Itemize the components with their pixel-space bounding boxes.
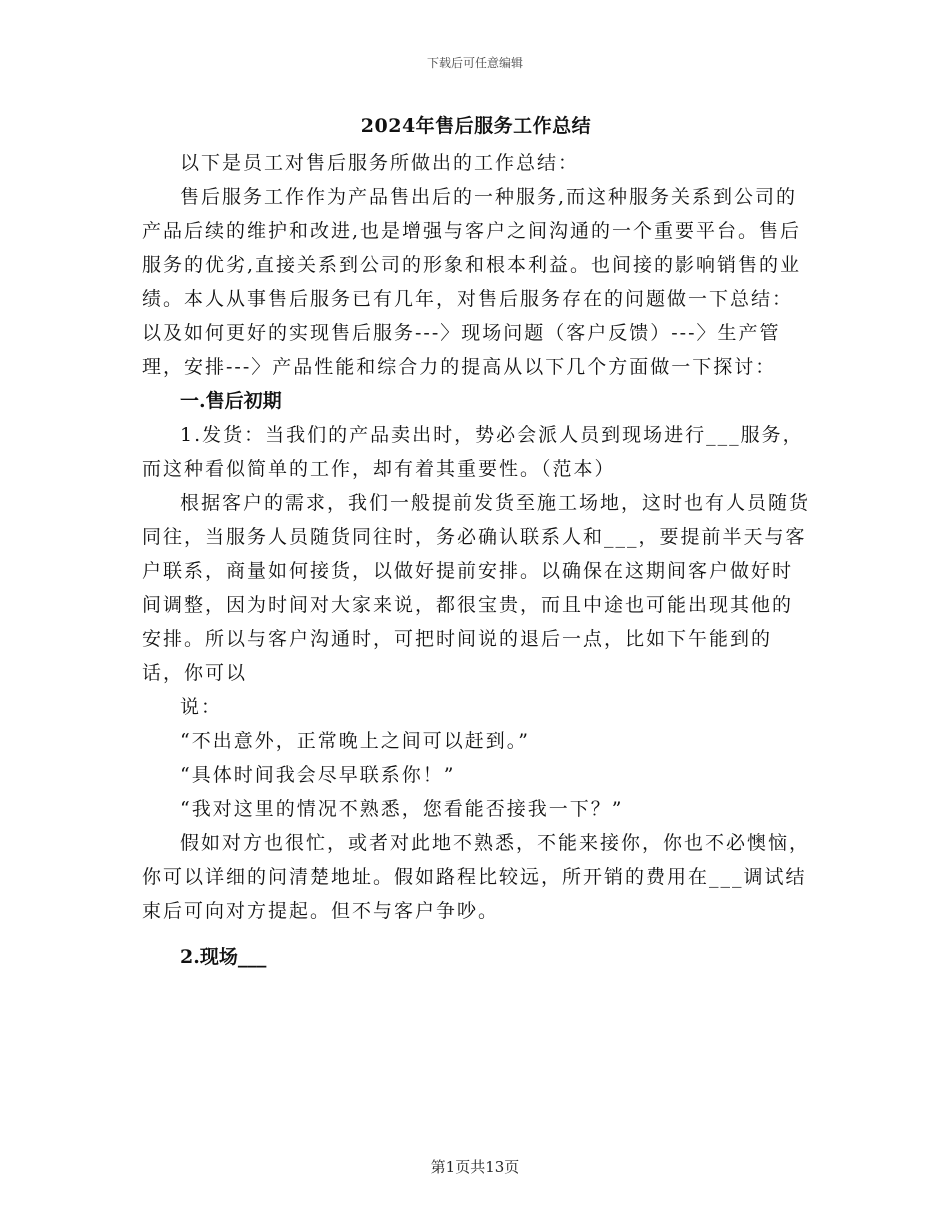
document-title: 2024年售后服务工作总结 xyxy=(360,115,592,137)
overview-paragraph: 售后服务工作作为产品售出后的一种服务,而这种服务关系到公司的产品后续的维护和改进,也是增强与客户之间沟通的一个重要平台。售后服务的优劣,直接关系到公司的形象和根本利益。也间接的影响销售的业绩。本人从事售后服务已有几年，对售后服务存在的问题做一下总结：以及如何更好的实现售后服务---〉现场问题（客户反馈）---〉生产管理，安排---〉产品性能和综合力的提高从以下几个方面做一下探讨： xyxy=(142,186,802,378)
quote-paragraph: “我对这里的情况不熟悉，您看能否接我一下？” xyxy=(180,798,624,820)
page-number: 第1页共13页 xyxy=(430,1158,520,1176)
document-body xyxy=(142,112,810,974)
quote-paragraph: “具体时间我会尽早联系你！” xyxy=(180,764,456,786)
busy-client-paragraph: 假如对方也很忙，或者对此地不熟悉，不能来接你，你也不必懊恼，你可以详细的问清楚地址。假如路程比较远，所开销的费用在___调试结束后可向对方提起。但不与客户争吵。 xyxy=(142,832,811,922)
section-heading-initial: 一.售后初期 xyxy=(180,390,282,412)
intro-paragraph: 以下是员工对售后服务所做出的工作总结： xyxy=(180,152,580,174)
quote-paragraph: “不出意外，正常晚上之间可以赶到。” xyxy=(180,730,530,752)
customer-needs-paragraph: 根据客户的需求，我们一般提前发货至施工场地，这时也有人员随货同往，当服务人员随货同往时，务必确认联系人和___，要提前半天与客户联系，商量如何接货，以做好提前安排。以确保在这期间客户做好时间调整，因为时间对大家来说，都很宝贵，而且中途也可能出现其他的安排。所以与客户沟通时，可把时间说的退后一点，比如下午能到的话，你可以 xyxy=(142,492,811,684)
shipping-paragraph: 1.发货：当我们的产品卖出时，势必会派人员到现场进行___服务，而这种看似简单的工作，却有着其重要性。（范本） xyxy=(142,424,804,480)
page-header: 下载后可任意编辑 xyxy=(426,56,523,70)
section-heading-onsite: 2.现场___ xyxy=(180,946,267,968)
say-paragraph: 说： xyxy=(180,696,223,718)
